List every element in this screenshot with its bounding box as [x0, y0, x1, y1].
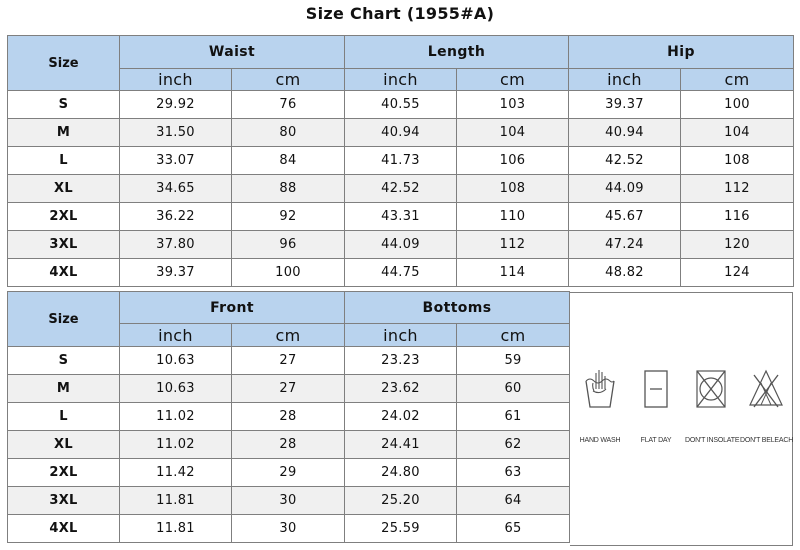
table-row [8, 231, 794, 259]
value-cell: 114 [457, 259, 569, 287]
unit-label: cm [457, 324, 570, 347]
care-item-do-not-bleach [740, 367, 792, 444]
table-row [8, 487, 570, 515]
value-cell: 103 [457, 91, 569, 119]
table-row [8, 203, 794, 231]
value-cell: 100 [232, 259, 345, 287]
table-row [8, 347, 570, 375]
value-cell: 27 [232, 375, 345, 403]
unit-label: inch [120, 324, 232, 347]
unit-label: inch [569, 69, 681, 91]
value-cell: 24.02 [345, 403, 457, 431]
table-top-body [8, 91, 794, 287]
unit-label: cm [457, 69, 569, 91]
value-cell: 24.80 [345, 459, 457, 487]
front-header: Front [120, 292, 345, 324]
value-cell: 33.07 [120, 147, 232, 175]
value-cell: 60 [457, 375, 570, 403]
value-cell: 44.09 [569, 175, 681, 203]
value-cell: 41.73 [345, 147, 457, 175]
value-cell: 30 [232, 487, 345, 515]
table-row [8, 119, 794, 147]
value-cell: 47.24 [569, 231, 681, 259]
value-cell: 10.63 [120, 347, 232, 375]
size-cell: 3XL [8, 231, 120, 259]
value-cell: 11.42 [120, 459, 232, 487]
value-cell: 63 [457, 459, 570, 487]
value-cell: 80 [232, 119, 345, 147]
care-label: DON'T BELEACH [740, 437, 794, 444]
size-header: Size [8, 292, 120, 347]
value-cell: 108 [457, 175, 569, 203]
unit-label: cm [232, 324, 345, 347]
value-cell: 30 [232, 515, 345, 543]
care-label: DON'T INSOLATE [685, 437, 740, 444]
value-cell: 45.67 [569, 203, 681, 231]
value-cell: 25.59 [345, 515, 457, 543]
unit-row [8, 69, 794, 91]
value-cell: 43.31 [345, 203, 457, 231]
value-cell: 44.75 [345, 259, 457, 287]
value-cell: 104 [457, 119, 569, 147]
value-cell: 25.20 [345, 487, 457, 515]
value-cell: 76 [232, 91, 345, 119]
size-cell: S [8, 91, 120, 119]
care-label: FLAT DAY [640, 437, 672, 444]
care-instructions-panel [570, 292, 793, 546]
value-cell: 48.82 [569, 259, 681, 287]
value-cell: 84 [232, 147, 345, 175]
value-cell: 120 [681, 231, 794, 259]
value-cell: 11.81 [120, 487, 232, 515]
value-cell: 40.94 [345, 119, 457, 147]
size-cell: 4XL [8, 259, 120, 287]
value-cell: 27 [232, 347, 345, 375]
table-row [8, 259, 794, 287]
size-cell: XL [8, 175, 120, 203]
value-cell: 31.50 [120, 119, 232, 147]
value-cell: 29 [232, 459, 345, 487]
value-cell: 112 [457, 231, 569, 259]
care-item-do-not-insolate [685, 367, 740, 444]
size-cell: L [8, 403, 120, 431]
value-cell: 42.52 [345, 175, 457, 203]
value-cell: 64 [457, 487, 570, 515]
value-cell: 88 [232, 175, 345, 203]
size-table-top [7, 35, 794, 287]
unit-label: cm [681, 69, 794, 91]
page-title: Size Chart (1955#A) [305, 4, 495, 23]
length-header: Length [345, 36, 569, 69]
value-cell: 100 [681, 91, 794, 119]
size-cell: M [8, 375, 120, 403]
table-row [8, 175, 794, 203]
value-cell: 108 [681, 147, 794, 175]
value-cell: 24.41 [345, 431, 457, 459]
value-cell: 110 [457, 203, 569, 231]
value-cell: 11.02 [120, 431, 232, 459]
do-not-bleach-icon [746, 367, 786, 411]
value-cell: 39.37 [569, 91, 681, 119]
unit-label: cm [232, 69, 345, 91]
value-cell: 106 [457, 147, 569, 175]
value-cell: 11.81 [120, 515, 232, 543]
size-cell: XL [8, 431, 120, 459]
value-cell: 29.92 [120, 91, 232, 119]
size-header: Size [8, 36, 120, 91]
value-cell: 23.23 [345, 347, 457, 375]
value-cell: 40.55 [345, 91, 457, 119]
value-cell: 28 [232, 403, 345, 431]
value-cell: 116 [681, 203, 794, 231]
size-cell: 2XL [8, 459, 120, 487]
value-cell: 124 [681, 259, 794, 287]
size-cell: 4XL [8, 515, 120, 543]
hip-header: Hip [569, 36, 794, 69]
do-not-insolate-icon [691, 367, 731, 411]
value-cell: 39.37 [120, 259, 232, 287]
value-cell: 37.80 [120, 231, 232, 259]
care-label: HAND WASH [579, 437, 621, 444]
size-cell: S [8, 347, 120, 375]
value-cell: 11.02 [120, 403, 232, 431]
table-row [8, 459, 570, 487]
value-cell: 10.63 [120, 375, 232, 403]
table-row [8, 147, 794, 175]
table-row [8, 515, 570, 543]
table-row [8, 403, 570, 431]
value-cell: 104 [681, 119, 794, 147]
hand-wash-icon [580, 367, 620, 411]
waist-header: Waist [120, 36, 345, 69]
care-item-hand-wash [574, 367, 626, 444]
size-cell: 2XL [8, 203, 120, 231]
flat-dry-icon [636, 367, 676, 411]
unit-label: inch [345, 69, 457, 91]
value-cell: 40.94 [569, 119, 681, 147]
value-cell: 61 [457, 403, 570, 431]
value-cell: 34.65 [120, 175, 232, 203]
value-cell: 28 [232, 431, 345, 459]
size-cell: 3XL [8, 487, 120, 515]
unit-label: inch [345, 324, 457, 347]
bottoms-header: Bottoms [345, 292, 570, 324]
value-cell: 23.62 [345, 375, 457, 403]
size-table-bottom [7, 291, 570, 543]
table-row [8, 375, 570, 403]
value-cell: 65 [457, 515, 570, 543]
value-cell: 42.52 [569, 147, 681, 175]
table-bottom-body [8, 347, 570, 543]
unit-label: inch [120, 69, 232, 91]
value-cell: 112 [681, 175, 794, 203]
size-cell: M [8, 119, 120, 147]
value-cell: 44.09 [345, 231, 457, 259]
care-item-flat-dry [630, 367, 682, 444]
value-cell: 92 [232, 203, 345, 231]
value-cell: 62 [457, 431, 570, 459]
value-cell: 59 [457, 347, 570, 375]
value-cell: 36.22 [120, 203, 232, 231]
table-row [8, 431, 570, 459]
size-cell: L [8, 147, 120, 175]
value-cell: 96 [232, 231, 345, 259]
table-row [8, 91, 794, 119]
